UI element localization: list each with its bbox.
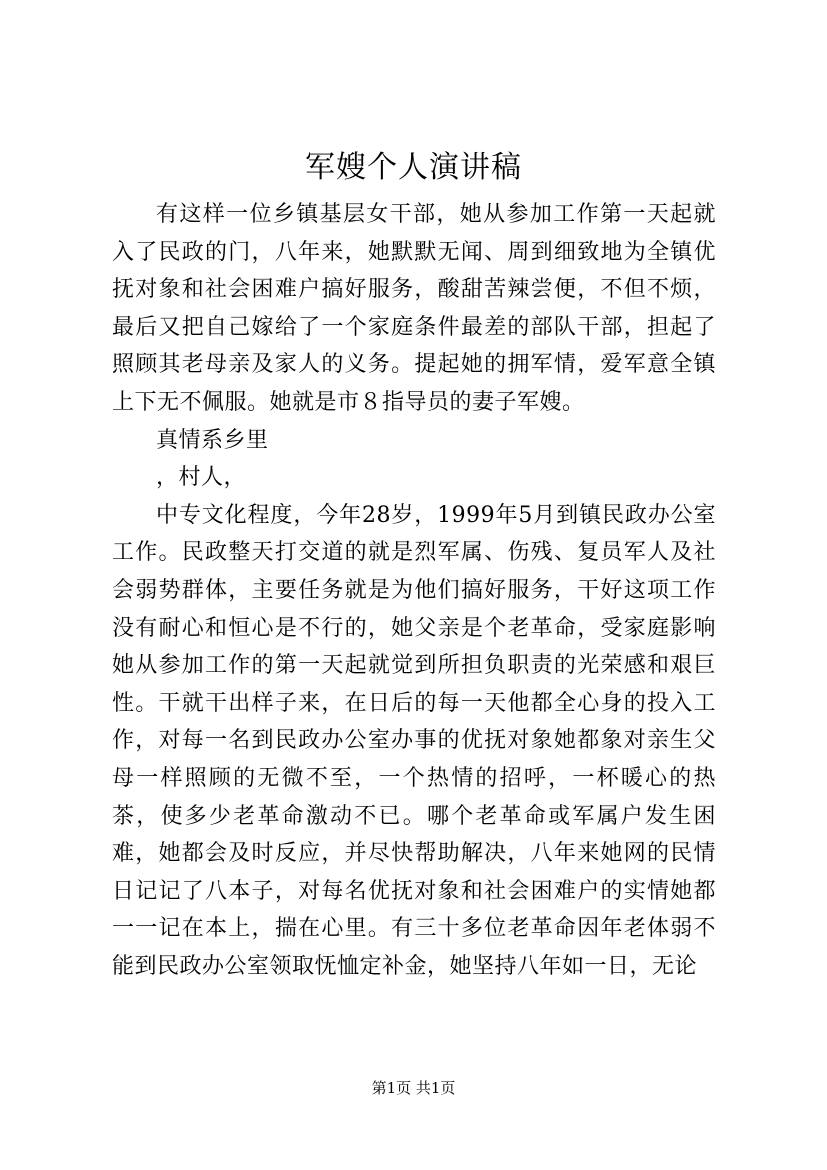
document-title: 军嫂个人演讲稿 <box>305 150 522 185</box>
paragraph-person-info: ，村人， <box>156 465 247 491</box>
paragraph-main: 中专文化程度，今年28岁，1999年5月到镇民政办公室工作。民政整天打交道的就是烈军属、伤残、复员军人及社会弱势群体，主要任务就是为他们搞好服务，干好这项工作没有耐心和恒心是不行的，她父亲是个老革命，受家庭影响她从参加工作的第一天起就觉到所担负职责的光荣感和艰巨性。干就干出样子来，在日后的每一天他都全心身的投入工作，对每一名到民政办公室办事的优抚对象她都象对亲生父母一样照顾的无微不至，一个热情的招呼，一杯暖心的热茶，使多少老革命激动不已。哪个老革命或军属户发生困难，她都会及时反应，并尽快帮助解决，八年来她网的民情日记记了八本子，对每名优抚对象和社会困难户的实情她都一一记在本上，揣在心里。有三十多位老革命因年老体弱不能到民政办公室领取怃恤定补金，她坚持八年如一日，无论 <box>112 502 716 979</box>
paragraph-intro: 有这样一位乡镇基层女干部，她从参加工作第一天起就入了民政的门，八年来，她默默无闻、周到细致地为全镇优抚对象和社会困难户搞好服务，酸甜苦辣尝便，不但不烦，最后又把自己嫁给了一个家庭条件最差的部队干部，担起了照顾其老母亲及家人的义务。提起她的拥军情，爱军意全镇上下无不佩服。她就是市８指导员的妻子军嫂。 <box>112 202 716 415</box>
paragraph-section-heading: 真情系乡里 <box>156 427 269 453</box>
page-footer: 第1页 共1页 <box>371 1079 456 1097</box>
document-body <box>112 196 716 985</box>
